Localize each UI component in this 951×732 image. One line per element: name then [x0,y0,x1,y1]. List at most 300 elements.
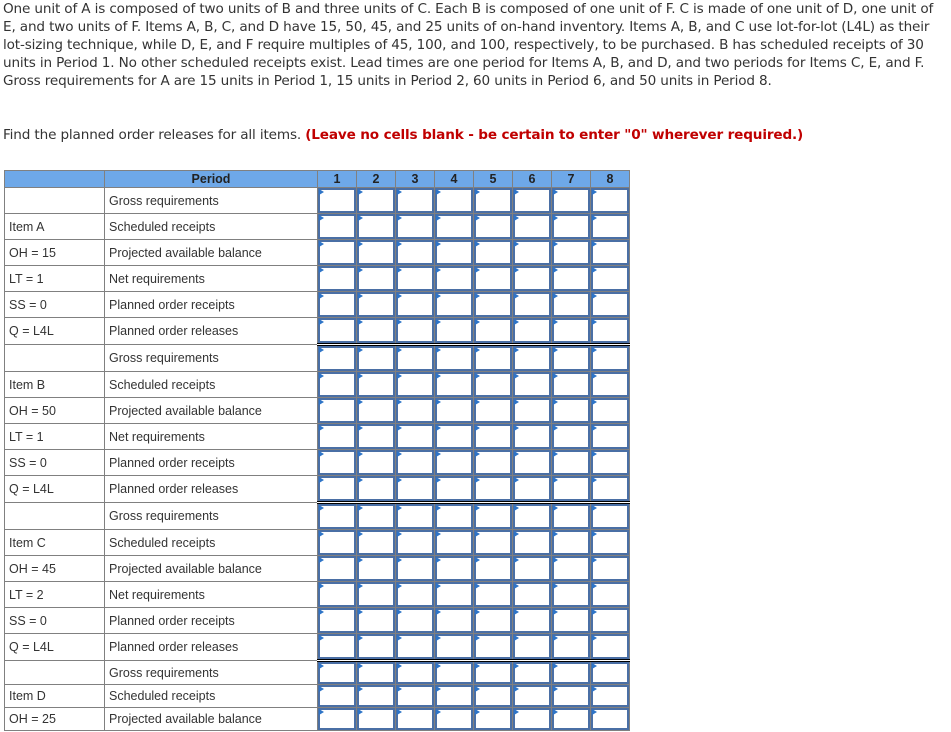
period-input-cell[interactable] [552,503,591,530]
period-8-input[interactable] [593,532,627,553]
period-input-cell[interactable] [474,424,513,450]
period-2-input[interactable] [359,242,393,263]
period-input-cell[interactable] [552,608,591,634]
period-2-input[interactable] [359,478,393,499]
period-8-input[interactable] [593,584,627,605]
period-2-input[interactable] [359,320,393,341]
period-4-input[interactable] [437,320,471,341]
period-input-cell[interactable] [357,582,396,608]
period-4-input[interactable] [437,664,471,682]
period-7-input[interactable] [554,710,588,728]
period-4-input[interactable] [437,216,471,237]
period-7-input[interactable] [554,558,588,579]
period-input-cell[interactable] [474,372,513,398]
period-2-input[interactable] [359,610,393,631]
period-1-input[interactable] [320,478,354,499]
period-input-cell[interactable] [396,266,435,292]
period-input-cell[interactable] [318,424,357,450]
period-5-input[interactable] [476,532,510,553]
period-input-cell[interactable] [552,634,591,661]
period-input-cell[interactable] [552,450,591,476]
period-5-input[interactable] [476,348,510,369]
period-7-input[interactable] [554,584,588,605]
period-6-input[interactable] [515,348,549,369]
period-2-input[interactable] [359,294,393,315]
period-7-input[interactable] [554,242,588,263]
period-input-cell[interactable] [513,661,552,685]
period-input-cell[interactable] [357,318,396,345]
period-input-cell[interactable] [474,266,513,292]
period-4-input[interactable] [437,452,471,473]
period-3-input[interactable] [398,584,432,605]
period-input-cell[interactable] [318,266,357,292]
period-input-cell[interactable] [396,345,435,372]
period-input-cell[interactable] [396,661,435,685]
period-1-input[interactable] [320,558,354,579]
period-input-cell[interactable] [552,292,591,318]
period-8-input[interactable] [593,426,627,447]
period-4-input[interactable] [437,687,471,705]
period-4-input[interactable] [437,348,471,369]
period-2-input[interactable] [359,558,393,579]
period-7-input[interactable] [554,320,588,341]
period-3-input[interactable] [398,400,432,421]
period-6-input[interactable] [515,400,549,421]
period-input-cell[interactable] [591,608,630,634]
period-2-input[interactable] [359,710,393,728]
period-input-cell[interactable] [435,556,474,582]
period-input-cell[interactable] [513,188,552,214]
period-input-cell[interactable] [591,266,630,292]
period-4-input[interactable] [437,710,471,728]
period-input-cell[interactable] [474,318,513,345]
period-6-input[interactable] [515,584,549,605]
period-5-input[interactable] [476,664,510,682]
period-2-input[interactable] [359,506,393,527]
period-input-cell[interactable] [435,634,474,661]
period-1-input[interactable] [320,664,354,682]
period-8-input[interactable] [593,478,627,499]
period-input-cell[interactable] [357,503,396,530]
period-2-input[interactable] [359,584,393,605]
period-6-input[interactable] [515,710,549,728]
period-6-input[interactable] [515,190,549,211]
period-input-cell[interactable] [513,398,552,424]
period-1-input[interactable] [320,710,354,728]
period-input-cell[interactable] [552,372,591,398]
period-input-cell[interactable] [591,661,630,685]
period-3-input[interactable] [398,636,432,657]
period-input-cell[interactable] [396,582,435,608]
period-1-input[interactable] [320,374,354,395]
period-input-cell[interactable] [396,188,435,214]
period-input-cell[interactable] [318,608,357,634]
period-5-input[interactable] [476,687,510,705]
period-input-cell[interactable] [474,582,513,608]
period-2-input[interactable] [359,216,393,237]
period-8-input[interactable] [593,710,627,728]
period-7-input[interactable] [554,532,588,553]
period-7-input[interactable] [554,374,588,395]
period-input-cell[interactable] [474,685,513,708]
period-8-input[interactable] [593,268,627,289]
period-1-input[interactable] [320,610,354,631]
period-3-input[interactable] [398,190,432,211]
period-input-cell[interactable] [552,214,591,240]
period-input-cell[interactable] [474,556,513,582]
period-2-input[interactable] [359,426,393,447]
period-input-cell[interactable] [435,582,474,608]
period-4-input[interactable] [437,374,471,395]
period-input-cell[interactable] [591,214,630,240]
period-7-input[interactable] [554,636,588,657]
period-1-input[interactable] [320,687,354,705]
period-input-cell[interactable] [435,214,474,240]
period-2-input[interactable] [359,348,393,369]
period-input-cell[interactable] [591,530,630,556]
period-3-input[interactable] [398,242,432,263]
period-input-cell[interactable] [435,476,474,503]
period-5-input[interactable] [476,190,510,211]
period-8-input[interactable] [593,190,627,211]
period-input-cell[interactable] [357,240,396,266]
period-input-cell[interactable] [474,214,513,240]
period-5-input[interactable] [476,452,510,473]
period-input-cell[interactable] [357,685,396,708]
period-input-cell[interactable] [474,634,513,661]
period-1-input[interactable] [320,190,354,211]
period-input-cell[interactable] [435,608,474,634]
period-input-cell[interactable] [396,503,435,530]
period-input-cell[interactable] [318,556,357,582]
period-1-input[interactable] [320,426,354,447]
period-8-input[interactable] [593,400,627,421]
period-input-cell[interactable] [357,214,396,240]
period-input-cell[interactable] [318,708,357,731]
period-input-cell[interactable] [552,582,591,608]
period-3-input[interactable] [398,216,432,237]
period-input-cell[interactable] [318,634,357,661]
period-input-cell[interactable] [318,685,357,708]
period-input-cell[interactable] [552,708,591,731]
period-1-input[interactable] [320,636,354,657]
period-1-input[interactable] [320,506,354,527]
period-input-cell[interactable] [591,582,630,608]
period-3-input[interactable] [398,664,432,682]
period-input-cell[interactable] [474,476,513,503]
period-input-cell[interactable] [318,398,357,424]
period-input-cell[interactable] [513,503,552,530]
period-4-input[interactable] [437,610,471,631]
period-input-cell[interactable] [591,424,630,450]
period-3-input[interactable] [398,452,432,473]
period-input-cell[interactable] [591,398,630,424]
period-4-input[interactable] [437,294,471,315]
period-8-input[interactable] [593,348,627,369]
period-5-input[interactable] [476,374,510,395]
period-7-input[interactable] [554,268,588,289]
period-7-input[interactable] [554,478,588,499]
period-2-input[interactable] [359,452,393,473]
period-input-cell[interactable] [513,634,552,661]
period-3-input[interactable] [398,426,432,447]
period-input-cell[interactable] [357,424,396,450]
period-input-cell[interactable] [474,188,513,214]
period-input-cell[interactable] [357,708,396,731]
period-1-input[interactable] [320,216,354,237]
period-2-input[interactable] [359,374,393,395]
period-input-cell[interactable] [474,292,513,318]
period-6-input[interactable] [515,687,549,705]
period-2-input[interactable] [359,687,393,705]
period-input-cell[interactable] [552,345,591,372]
period-1-input[interactable] [320,532,354,553]
period-input-cell[interactable] [435,424,474,450]
period-7-input[interactable] [554,400,588,421]
period-3-input[interactable] [398,710,432,728]
period-6-input[interactable] [515,216,549,237]
period-input-cell[interactable] [435,372,474,398]
period-input-cell[interactable] [396,214,435,240]
period-6-input[interactable] [515,506,549,527]
period-8-input[interactable] [593,610,627,631]
period-input-cell[interactable] [513,266,552,292]
period-3-input[interactable] [398,348,432,369]
period-1-input[interactable] [320,320,354,341]
period-4-input[interactable] [437,268,471,289]
period-4-input[interactable] [437,190,471,211]
period-8-input[interactable] [593,664,627,682]
period-2-input[interactable] [359,636,393,657]
period-1-input[interactable] [320,242,354,263]
period-6-input[interactable] [515,558,549,579]
period-5-input[interactable] [476,268,510,289]
period-input-cell[interactable] [552,530,591,556]
period-2-input[interactable] [359,190,393,211]
period-1-input[interactable] [320,584,354,605]
period-8-input[interactable] [593,242,627,263]
period-input-cell[interactable] [357,634,396,661]
period-5-input[interactable] [476,294,510,315]
period-input-cell[interactable] [435,345,474,372]
period-7-input[interactable] [554,452,588,473]
period-6-input[interactable] [515,426,549,447]
period-input-cell[interactable] [513,345,552,372]
period-4-input[interactable] [437,426,471,447]
period-input-cell[interactable] [513,708,552,731]
period-input-cell[interactable] [591,450,630,476]
period-3-input[interactable] [398,532,432,553]
period-5-input[interactable] [476,636,510,657]
period-input-cell[interactable] [396,398,435,424]
period-5-input[interactable] [476,584,510,605]
period-input-cell[interactable] [591,318,630,345]
period-8-input[interactable] [593,216,627,237]
period-input-cell[interactable] [474,345,513,372]
period-input-cell[interactable] [396,318,435,345]
period-input-cell[interactable] [318,345,357,372]
period-input-cell[interactable] [552,240,591,266]
period-input-cell[interactable] [357,188,396,214]
period-8-input[interactable] [593,294,627,315]
period-input-cell[interactable] [435,240,474,266]
period-5-input[interactable] [476,216,510,237]
period-3-input[interactable] [398,294,432,315]
period-input-cell[interactable] [552,424,591,450]
period-input-cell[interactable] [513,556,552,582]
period-6-input[interactable] [515,610,549,631]
period-input-cell[interactable] [318,372,357,398]
period-5-input[interactable] [476,400,510,421]
period-6-input[interactable] [515,478,549,499]
period-input-cell[interactable] [591,685,630,708]
period-1-input[interactable] [320,294,354,315]
period-input-cell[interactable] [513,608,552,634]
period-6-input[interactable] [515,242,549,263]
period-input-cell[interactable] [591,345,630,372]
period-5-input[interactable] [476,558,510,579]
period-input-cell[interactable] [318,450,357,476]
period-input-cell[interactable] [552,476,591,503]
period-input-cell[interactable] [396,556,435,582]
period-input-cell[interactable] [474,450,513,476]
period-4-input[interactable] [437,558,471,579]
period-5-input[interactable] [476,610,510,631]
period-input-cell[interactable] [474,503,513,530]
period-input-cell[interactable] [318,530,357,556]
period-input-cell[interactable] [318,582,357,608]
period-input-cell[interactable] [435,292,474,318]
period-input-cell[interactable] [357,266,396,292]
period-input-cell[interactable] [318,214,357,240]
period-input-cell[interactable] [435,450,474,476]
period-4-input[interactable] [437,242,471,263]
period-6-input[interactable] [515,294,549,315]
period-input-cell[interactable] [552,685,591,708]
period-7-input[interactable] [554,687,588,705]
period-input-cell[interactable] [318,240,357,266]
period-input-cell[interactable] [396,530,435,556]
period-input-cell[interactable] [318,188,357,214]
period-input-cell[interactable] [357,608,396,634]
period-8-input[interactable] [593,636,627,657]
period-input-cell[interactable] [396,372,435,398]
period-input-cell[interactable] [435,503,474,530]
period-input-cell[interactable] [396,685,435,708]
period-input-cell[interactable] [435,188,474,214]
period-input-cell[interactable] [396,450,435,476]
period-input-cell[interactable] [435,266,474,292]
period-input-cell[interactable] [318,661,357,685]
period-input-cell[interactable] [318,318,357,345]
period-input-cell[interactable] [513,530,552,556]
period-input-cell[interactable] [591,634,630,661]
period-8-input[interactable] [593,452,627,473]
period-6-input[interactable] [515,636,549,657]
period-3-input[interactable] [398,506,432,527]
period-7-input[interactable] [554,294,588,315]
period-8-input[interactable] [593,558,627,579]
period-input-cell[interactable] [435,708,474,731]
period-input-cell[interactable] [396,608,435,634]
period-8-input[interactable] [593,320,627,341]
period-input-cell[interactable] [513,292,552,318]
period-input-cell[interactable] [591,372,630,398]
period-7-input[interactable] [554,216,588,237]
period-input-cell[interactable] [591,556,630,582]
period-input-cell[interactable] [513,424,552,450]
period-5-input[interactable] [476,242,510,263]
period-7-input[interactable] [554,190,588,211]
period-1-input[interactable] [320,452,354,473]
period-input-cell[interactable] [396,476,435,503]
period-input-cell[interactable] [357,372,396,398]
period-6-input[interactable] [515,664,549,682]
period-5-input[interactable] [476,506,510,527]
period-input-cell[interactable] [357,530,396,556]
period-6-input[interactable] [515,374,549,395]
period-input-cell[interactable] [552,556,591,582]
period-input-cell[interactable] [474,608,513,634]
period-input-cell[interactable] [513,372,552,398]
period-input-cell[interactable] [474,530,513,556]
period-8-input[interactable] [593,506,627,527]
period-3-input[interactable] [398,374,432,395]
period-input-cell[interactable] [513,240,552,266]
period-input-cell[interactable] [318,292,357,318]
period-input-cell[interactable] [513,476,552,503]
period-input-cell[interactable] [591,503,630,530]
period-7-input[interactable] [554,426,588,447]
period-5-input[interactable] [476,710,510,728]
period-input-cell[interactable] [591,240,630,266]
period-input-cell[interactable] [513,582,552,608]
period-input-cell[interactable] [552,398,591,424]
period-input-cell[interactable] [396,292,435,318]
period-input-cell[interactable] [357,398,396,424]
period-6-input[interactable] [515,320,549,341]
period-6-input[interactable] [515,268,549,289]
period-input-cell[interactable] [396,424,435,450]
period-7-input[interactable] [554,664,588,682]
period-input-cell[interactable] [474,661,513,685]
period-input-cell[interactable] [396,634,435,661]
period-input-cell[interactable] [591,292,630,318]
period-3-input[interactable] [398,320,432,341]
period-input-cell[interactable] [357,476,396,503]
period-1-input[interactable] [320,400,354,421]
period-8-input[interactable] [593,374,627,395]
period-input-cell[interactable] [357,556,396,582]
period-input-cell[interactable] [396,708,435,731]
period-input-cell[interactable] [435,318,474,345]
period-input-cell[interactable] [552,661,591,685]
period-input-cell[interactable] [357,661,396,685]
period-1-input[interactable] [320,268,354,289]
period-2-input[interactable] [359,532,393,553]
period-input-cell[interactable] [318,476,357,503]
period-input-cell[interactable] [435,685,474,708]
period-3-input[interactable] [398,268,432,289]
period-input-cell[interactable] [318,503,357,530]
period-input-cell[interactable] [357,345,396,372]
period-5-input[interactable] [476,478,510,499]
period-4-input[interactable] [437,506,471,527]
period-3-input[interactable] [398,478,432,499]
period-input-cell[interactable] [474,398,513,424]
period-input-cell[interactable] [552,188,591,214]
period-input-cell[interactable] [591,708,630,731]
